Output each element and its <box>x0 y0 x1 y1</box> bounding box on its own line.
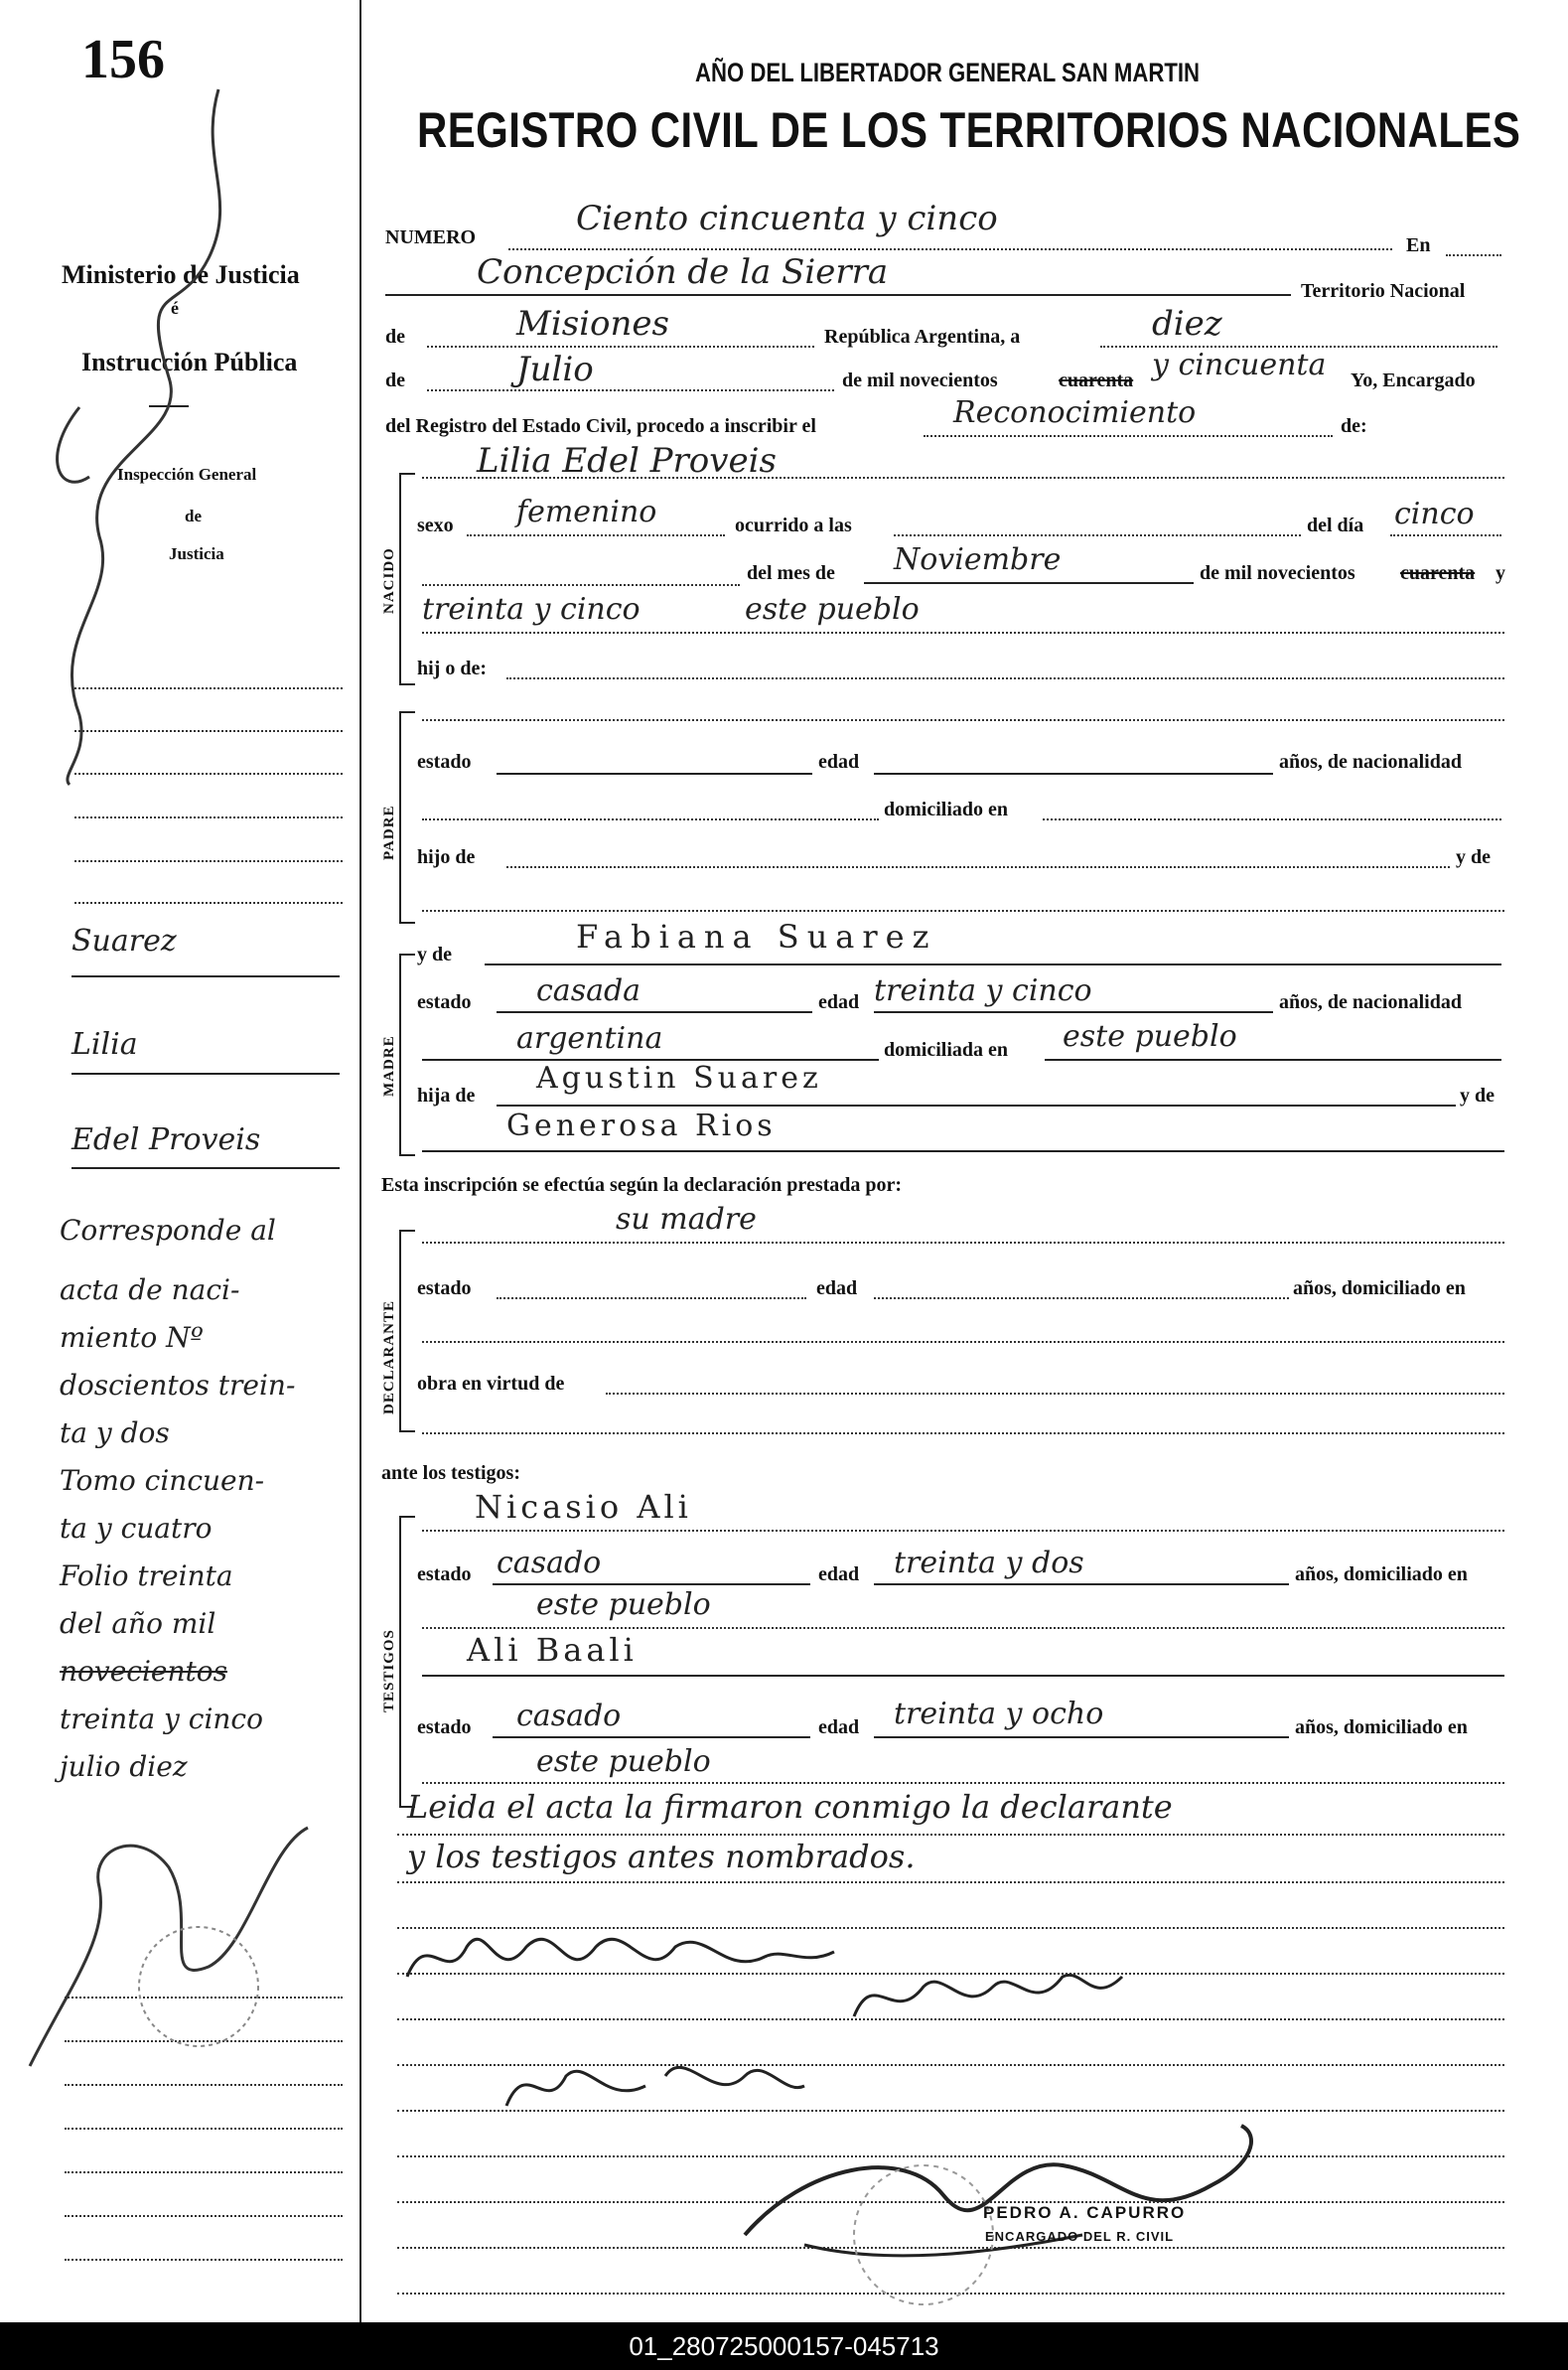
closing-line-1: Leida el acta la firmaron conmigo la declarante <box>407 1788 1173 1826</box>
year2-value: treinta y cinco <box>422 592 641 627</box>
month-value: Julio <box>516 350 594 389</box>
margin-note-line: Folio treinta <box>60 1559 233 1592</box>
testigos-side-label: TESTIGOS <box>381 1629 397 1712</box>
margin-note-line: acta de naci- <box>60 1273 240 1306</box>
numero-value: Ciento cincuenta y cinco <box>576 199 998 238</box>
nacido-bracket <box>399 473 415 685</box>
padre-domiciliado-label: domiciliado en <box>884 799 1009 820</box>
form-line <box>467 534 725 536</box>
margin-note-line: julio diez <box>60 1750 188 1783</box>
form-line <box>493 1583 810 1585</box>
republica-label: República Argentina, a <box>824 326 1021 348</box>
form-line <box>422 818 879 820</box>
margin-line <box>65 2171 343 2173</box>
form-line <box>874 1011 1273 1013</box>
page-title: REGISTRO CIVIL DE LOS TERRITORIOS NACIONALES <box>417 102 1521 158</box>
testigo-2-estado: casado <box>516 1699 622 1733</box>
form-line <box>894 534 1301 536</box>
padre-estado-label: estado <box>417 751 472 773</box>
declarante-edad-label: edad <box>816 1277 858 1299</box>
form-line <box>1043 818 1501 820</box>
lugar-value: este pueblo <box>745 592 920 627</box>
madre-nac-value: argentina <box>516 1021 663 1056</box>
form-line <box>422 1627 1504 1629</box>
en-label: En <box>1406 234 1431 256</box>
madre-bracket <box>399 954 415 1156</box>
territory-value: Misiones <box>516 304 669 344</box>
form-line <box>924 435 1333 437</box>
testigo-1-estado-label: estado <box>417 1563 472 1585</box>
madre-estado-value: casada <box>536 973 641 1008</box>
padre-edad-label: edad <box>818 751 860 773</box>
madre-estado-label: estado <box>417 991 472 1013</box>
padre-bracket <box>399 711 415 924</box>
testigo-1-anos-label: años, domiciliado en <box>1295 1563 1468 1585</box>
closing-line-2: y los testigos antes nombrados. <box>407 1838 916 1875</box>
ministry-line-3: Instrucción Pública <box>81 348 298 376</box>
form-line <box>422 1150 1504 1152</box>
registro-label: del Registro del Estado Civil, procedo a inscribir el <box>385 415 816 437</box>
madre-edad-value: treinta y cinco <box>874 973 1092 1008</box>
signatures-icon <box>387 1907 1529 2314</box>
padre-hijo-de-label: hijo de <box>417 846 476 868</box>
form-line <box>422 632 1504 634</box>
madre-y-de-2-label: y de <box>1460 1085 1495 1107</box>
form-line <box>422 1242 1504 1244</box>
de-label-2: de <box>385 370 405 391</box>
margin-line <box>74 730 343 732</box>
form-line <box>397 1834 1504 1836</box>
testigo-1-edad-label: edad <box>818 1563 860 1585</box>
margin-note-line: treinta y cinco <box>60 1703 263 1735</box>
form-line <box>874 773 1273 775</box>
form-line <box>422 1675 1504 1677</box>
form-line <box>485 963 1501 965</box>
margin-line <box>65 2128 343 2130</box>
madre-domiciliada-label: domiciliada en <box>884 1039 1009 1061</box>
form-line <box>385 294 1291 296</box>
name-value: Lilia Edel Proveis <box>477 441 777 481</box>
sexo-label: sexo <box>417 515 454 536</box>
territorio-label: Territorio Nacional <box>1301 280 1466 302</box>
del-dia-label: del día <box>1307 515 1364 536</box>
margin-note-line: Tomo cincuen- <box>60 1464 265 1497</box>
form-line <box>874 1736 1289 1738</box>
yo-label: Yo, Encargado <box>1351 370 1476 391</box>
margin-lower-signature-icon <box>10 1788 348 2086</box>
form-line <box>422 910 1504 912</box>
margin-column-divider <box>359 0 361 2322</box>
de-label: de <box>385 326 405 348</box>
margin-given-1: Lilia <box>71 1027 138 1062</box>
margin-note-line: ta y cuatro <box>60 1512 213 1545</box>
hijo-label: hij o de: <box>417 658 487 679</box>
footer-id: 01_280725000157-045713 <box>0 2322 1568 2370</box>
form-line <box>508 248 1392 250</box>
place-value: Concepción de la Sierra <box>477 252 889 292</box>
margin-line <box>74 773 343 775</box>
testigo-2-estado-label: estado <box>417 1716 472 1738</box>
madre-dom-value: este pueblo <box>1063 1019 1237 1054</box>
testigo-1-estado: casado <box>497 1546 602 1580</box>
testigo-2-anos-label: años, domiciliado en <box>1295 1716 1468 1738</box>
stamp-role: ENCARGADO DEL R. CIVIL <box>985 2229 1175 2244</box>
acto-value: Reconocimiento <box>953 395 1197 430</box>
madre-value: Fabiana Suarez <box>576 918 937 956</box>
dia-value: cinco <box>1394 497 1475 531</box>
margin-surname: Suarez <box>71 924 177 959</box>
form-line <box>497 1011 812 1013</box>
form-line <box>493 1736 810 1738</box>
y-label: y <box>1496 562 1505 584</box>
declarante-value: su madre <box>616 1202 757 1237</box>
form-line <box>1446 254 1501 256</box>
margin-given-2: Edel Proveis <box>71 1122 261 1157</box>
margin-line <box>74 816 343 818</box>
ministry-line-1: Ministerio de Justicia <box>62 260 300 289</box>
declarante-estado-label: estado <box>417 1277 472 1299</box>
form-line <box>422 1782 1504 1784</box>
declarante-bracket <box>399 1230 415 1432</box>
stamp-name: PEDRO A. CAPURRO <box>983 2203 1187 2222</box>
form-line <box>497 1297 806 1299</box>
margin-note-line: doscientos trein- <box>60 1369 296 1402</box>
margin-note-line: novecientos <box>60 1655 227 1688</box>
form-line <box>874 1583 1289 1585</box>
madre-padre-value: Agustin Suarez <box>536 1061 822 1096</box>
ministry-line-6: Justicia <box>169 544 224 563</box>
margin-note-line: Corresponde al <box>60 1214 276 1247</box>
madre-anos-label: años, de nacionalidad <box>1279 991 1462 1013</box>
form-line <box>497 773 812 775</box>
page-number: 156 <box>81 29 165 90</box>
obra-label: obra en virtud de <box>417 1373 565 1395</box>
ministry-line-4: Inspección General <box>117 465 257 484</box>
declarante-label: DECLARANTE <box>381 1299 397 1414</box>
margin-rule <box>71 1073 340 1075</box>
madre-y-de-label: y de <box>417 944 452 965</box>
testigo-1-dom: este pueblo <box>536 1587 711 1622</box>
padre-y-de-label: y de <box>1456 846 1491 868</box>
declarante-anos-label: años, domiciliado en <box>1293 1277 1466 1299</box>
testigos-label: ante los testigos: <box>381 1462 520 1484</box>
mil2-label: de mil novecientos <box>1200 562 1355 584</box>
form-line <box>397 1881 1504 1883</box>
cuarenta-struck: cuarenta <box>1059 370 1134 391</box>
ministry-line-5: de <box>185 507 202 525</box>
sexo-value: femenino <box>516 495 657 529</box>
margin-line <box>74 860 343 862</box>
madre-hija-de-label: hija de <box>417 1085 476 1107</box>
form-line <box>1390 534 1501 536</box>
margin-line <box>65 2215 343 2217</box>
madre-label: MADRE <box>381 1035 397 1097</box>
margin-note-line: del año mil <box>60 1607 216 1640</box>
form-line <box>422 1530 1504 1532</box>
form-line <box>422 1432 1504 1434</box>
de-colon: de: <box>1341 415 1367 437</box>
form-line <box>506 866 1450 868</box>
madre-edad-label: edad <box>818 991 860 1013</box>
form-line <box>864 582 1194 584</box>
form-line <box>422 719 1504 721</box>
year-value: y cincuenta <box>1152 348 1327 382</box>
testigo-2-dom: este pueblo <box>536 1744 711 1779</box>
numero-label: NUMERO <box>385 226 477 248</box>
header-motto: AÑO DEL LIBERTADOR GENERAL SAN MARTIN <box>695 58 1201 87</box>
mil-label: de mil novecientos <box>842 370 998 391</box>
cuarenta2-struck: cuarenta <box>1400 562 1476 584</box>
margin-rule <box>71 975 340 977</box>
testigo-2-name: Ali Baali <box>467 1631 638 1669</box>
margin-line <box>74 902 343 904</box>
testigo-1-edad: treinta y dos <box>894 1546 1084 1580</box>
form-line <box>1045 1059 1501 1061</box>
form-line <box>606 1393 1504 1395</box>
form-line <box>427 389 834 391</box>
testigo-2-edad: treinta y ocho <box>894 1697 1104 1731</box>
margin-line <box>65 2259 343 2261</box>
margin-note-line: ta y dos <box>60 1416 170 1449</box>
testigos-bracket <box>399 1516 415 1808</box>
day-value: diez <box>1152 304 1222 344</box>
form-line <box>422 1341 1504 1343</box>
form-line <box>506 677 1504 679</box>
del-mes-label: del mes de <box>747 562 835 584</box>
mes-value: Noviembre <box>894 542 1062 577</box>
form-line <box>497 1105 1456 1107</box>
padre-label: PADRE <box>381 805 397 860</box>
form-line <box>422 584 740 586</box>
testigo-1-name: Nicasio Ali <box>475 1488 692 1526</box>
form-line <box>874 1297 1289 1299</box>
margin-line <box>74 687 343 689</box>
nacido-label: NACIDO <box>381 547 397 614</box>
testigo-2-edad-label: edad <box>818 1716 860 1738</box>
form-line <box>427 346 814 348</box>
margin-rule <box>71 1167 340 1169</box>
declaracion-label: Esta inscripción se efectúa según la declaración prestada por: <box>381 1174 903 1196</box>
madre-madre-value: Generosa Rios <box>506 1109 777 1143</box>
ministry-line-2: é <box>171 298 179 318</box>
padre-anos-label: años, de nacionalidad <box>1279 751 1462 773</box>
margin-note-line: miento Nº <box>60 1321 204 1354</box>
ocurrido-label: ocurrido a las <box>735 515 852 536</box>
